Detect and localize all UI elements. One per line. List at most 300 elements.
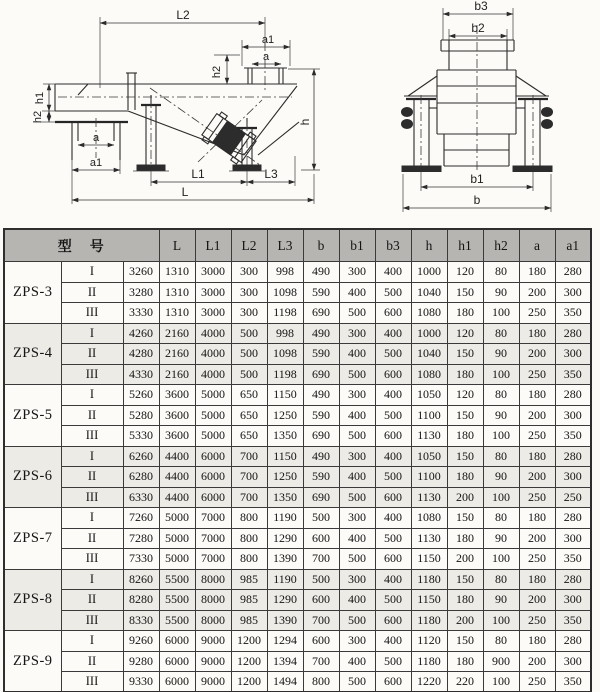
value-cell: 180: [519, 569, 555, 590]
value-cell: 700: [231, 487, 267, 508]
dim-label-h2-spout: h2: [211, 65, 223, 79]
value-cell: 7260: [123, 508, 159, 529]
value-cell: 5500: [159, 569, 195, 590]
value-cell: 5330: [123, 426, 159, 447]
value-cell: 300: [339, 569, 375, 590]
value-cell: 8280: [123, 590, 159, 611]
value-cell: 3260: [123, 262, 159, 283]
value-cell: 8000: [195, 610, 231, 631]
value-cell: 400: [339, 528, 375, 549]
value-cell: 200: [519, 467, 555, 488]
value-cell: 1000: [411, 323, 447, 344]
header-cell: L: [159, 229, 195, 262]
value-cell: 400: [375, 446, 411, 467]
value-cell: 1198: [267, 303, 303, 324]
value-cell: 150: [447, 282, 483, 303]
value-cell: 1310: [159, 303, 195, 324]
table-row: [4, 426, 591, 447]
value-cell: 3000: [195, 282, 231, 303]
value-cell: 8000: [195, 569, 231, 590]
value-cell: 6000: [195, 467, 231, 488]
value-cell: 80: [483, 508, 519, 529]
value-cell: 700: [231, 467, 267, 488]
table-row: [4, 528, 591, 549]
value-cell: 1130: [411, 426, 447, 447]
model-cell: ZPS-7: [4, 508, 61, 570]
value-cell: 180: [447, 467, 483, 488]
value-cell: 280: [555, 569, 591, 590]
value-cell: 180: [447, 364, 483, 385]
variant-cell: II: [61, 528, 123, 549]
value-cell: 690: [303, 364, 339, 385]
variant-cell: II: [61, 344, 123, 365]
value-cell: 300: [339, 385, 375, 406]
value-cell: 1250: [267, 467, 303, 488]
value-cell: 490: [303, 446, 339, 467]
value-cell: 500: [339, 672, 375, 692]
value-cell: 4280: [123, 344, 159, 365]
value-cell: 998: [267, 323, 303, 344]
value-cell: 500: [375, 528, 411, 549]
value-cell: 80: [483, 323, 519, 344]
value-cell: 9280: [123, 651, 159, 672]
value-cell: 4260: [123, 323, 159, 344]
value-cell: 500: [231, 364, 267, 385]
table-row: [4, 590, 591, 611]
value-cell: 1310: [159, 262, 195, 283]
dim-label-h: h: [298, 118, 312, 126]
value-cell: 350: [555, 426, 591, 447]
value-cell: 1080: [411, 364, 447, 385]
value-cell: 4330: [123, 364, 159, 385]
value-cell: 590: [303, 282, 339, 303]
value-cell: 200: [519, 405, 555, 426]
value-cell: 5500: [159, 610, 195, 631]
value-cell: 600: [375, 426, 411, 447]
variant-cell: II: [61, 651, 123, 672]
value-cell: 8330: [123, 610, 159, 631]
value-cell: 200: [519, 651, 555, 672]
value-cell: 1098: [267, 282, 303, 303]
value-cell: 90: [483, 528, 519, 549]
table-row: [4, 405, 591, 426]
table-row: [4, 385, 591, 406]
value-cell: 9260: [123, 631, 159, 652]
value-cell: 7000: [195, 528, 231, 549]
value-cell: 150: [447, 569, 483, 590]
value-cell: 6000: [159, 651, 195, 672]
value-cell: 7330: [123, 549, 159, 570]
dim-label-a1-left: a1: [89, 157, 103, 169]
value-cell: 800: [231, 549, 267, 570]
value-cell: 1350: [267, 487, 303, 508]
value-cell: 250: [519, 364, 555, 385]
value-cell: 300: [231, 303, 267, 324]
value-cell: 4000: [195, 323, 231, 344]
value-cell: 5000: [195, 385, 231, 406]
value-cell: 90: [483, 590, 519, 611]
value-cell: 1098: [267, 344, 303, 365]
value-cell: 300: [339, 508, 375, 529]
value-cell: 700: [303, 610, 339, 631]
value-cell: 80: [483, 631, 519, 652]
table-row: [4, 282, 591, 303]
header-cell: h: [411, 229, 447, 262]
value-cell: 280: [555, 508, 591, 529]
value-cell: 500: [375, 405, 411, 426]
value-cell: 500: [339, 364, 375, 385]
dim-label-b: b: [473, 193, 481, 207]
value-cell: 280: [555, 446, 591, 467]
value-cell: 650: [231, 426, 267, 447]
value-cell: 1040: [411, 282, 447, 303]
end-support-right: [513, 95, 553, 172]
value-cell: 90: [483, 405, 519, 426]
table-row: [4, 262, 591, 283]
value-cell: 300: [339, 631, 375, 652]
table-row: [4, 323, 591, 344]
variant-cell: I: [61, 508, 123, 529]
value-cell: 650: [231, 405, 267, 426]
value-cell: 3000: [195, 262, 231, 283]
dim-label-h1: h1: [34, 91, 46, 105]
value-cell: 1294: [267, 631, 303, 652]
table-row: [4, 651, 591, 672]
table-row: [4, 487, 591, 508]
value-cell: 9000: [195, 651, 231, 672]
value-cell: 180: [519, 508, 555, 529]
value-cell: 350: [555, 610, 591, 631]
value-cell: 1290: [267, 528, 303, 549]
table-row: [4, 610, 591, 631]
dim-label-b3: b3: [474, 0, 488, 13]
spec-table-wrap: [0, 228, 600, 692]
header-cell: L2: [231, 229, 267, 262]
variant-cell: II: [61, 405, 123, 426]
value-cell: 80: [483, 385, 519, 406]
value-cell: 400: [339, 651, 375, 672]
header-cell: L1: [195, 229, 231, 262]
value-cell: 200: [519, 590, 555, 611]
value-cell: 1180: [411, 610, 447, 631]
value-cell: 1198: [267, 364, 303, 385]
value-cell: 180: [447, 303, 483, 324]
value-cell: 600: [303, 590, 339, 611]
value-cell: 690: [303, 426, 339, 447]
value-cell: 600: [375, 487, 411, 508]
value-cell: 3000: [195, 303, 231, 324]
value-cell: 998: [267, 262, 303, 283]
side-view-drawing: [32, 8, 320, 204]
value-cell: 150: [447, 631, 483, 652]
value-cell: 400: [375, 631, 411, 652]
value-cell: 280: [555, 323, 591, 344]
value-cell: 500: [339, 426, 375, 447]
table-row: [4, 549, 591, 570]
header-cell: b: [303, 229, 339, 262]
header-cell: a1: [555, 229, 591, 262]
value-cell: 300: [555, 405, 591, 426]
variant-cell: I: [61, 446, 123, 467]
value-cell: 180: [447, 590, 483, 611]
value-cell: 1150: [267, 446, 303, 467]
value-cell: 150: [447, 446, 483, 467]
header-cell: L3: [267, 229, 303, 262]
value-cell: 1394: [267, 651, 303, 672]
value-cell: 90: [483, 282, 519, 303]
value-cell: 300: [339, 262, 375, 283]
dim-label-b1: b1: [470, 172, 484, 186]
value-cell: 400: [339, 282, 375, 303]
value-cell: 1150: [411, 549, 447, 570]
value-cell: 1494: [267, 672, 303, 692]
value-cell: 6000: [159, 672, 195, 692]
table-row: [4, 569, 591, 590]
value-cell: 690: [303, 303, 339, 324]
table-row: [4, 508, 591, 529]
model-cell: ZPS-9: [4, 631, 61, 692]
header-cell: b1: [339, 229, 375, 262]
value-cell: 1150: [267, 385, 303, 406]
value-cell: 6000: [195, 487, 231, 508]
end-view-drawing: [402, 0, 553, 212]
value-cell: 400: [339, 405, 375, 426]
value-cell: 400: [375, 323, 411, 344]
value-cell: 80: [483, 446, 519, 467]
value-cell: 200: [519, 282, 555, 303]
value-cell: 300: [231, 262, 267, 283]
value-cell: 250: [519, 610, 555, 631]
value-cell: 350: [555, 364, 591, 385]
value-cell: 600: [375, 303, 411, 324]
table-row: [4, 446, 591, 467]
value-cell: 1050: [411, 446, 447, 467]
variant-cell: I: [61, 385, 123, 406]
dim-label-a-left: a: [92, 132, 100, 144]
dim-label-L1: L1: [191, 167, 205, 181]
dim-label-L3: L3: [264, 167, 278, 181]
variant-cell: I: [61, 323, 123, 344]
value-cell: 6280: [123, 467, 159, 488]
value-cell: 590: [303, 405, 339, 426]
value-cell: 200: [519, 344, 555, 365]
value-cell: 1190: [267, 508, 303, 529]
value-cell: 600: [303, 528, 339, 549]
value-cell: 700: [231, 446, 267, 467]
value-cell: 6000: [159, 631, 195, 652]
value-cell: 1190: [267, 569, 303, 590]
variant-cell: III: [61, 426, 123, 447]
value-cell: 590: [303, 344, 339, 365]
variant-cell: II: [61, 590, 123, 611]
value-cell: 200: [519, 528, 555, 549]
value-cell: 600: [375, 549, 411, 570]
value-cell: 180: [447, 528, 483, 549]
value-cell: 1080: [411, 303, 447, 324]
value-cell: 300: [555, 528, 591, 549]
value-cell: 3600: [159, 405, 195, 426]
value-cell: 7280: [123, 528, 159, 549]
header-cell: b3: [375, 229, 411, 262]
table-row: [4, 631, 591, 652]
value-cell: 100: [483, 487, 519, 508]
variant-cell: III: [61, 672, 123, 692]
value-cell: 500: [375, 467, 411, 488]
value-cell: 600: [303, 631, 339, 652]
value-cell: 80: [483, 262, 519, 283]
value-cell: 250: [555, 487, 591, 508]
value-cell: 400: [375, 262, 411, 283]
value-cell: 500: [339, 303, 375, 324]
value-cell: 8260: [123, 569, 159, 590]
value-cell: 80: [483, 569, 519, 590]
value-cell: 1180: [411, 651, 447, 672]
value-cell: 1220: [411, 672, 447, 692]
value-cell: 90: [483, 344, 519, 365]
value-cell: 180: [519, 262, 555, 283]
inlet-chute: [55, 118, 128, 174]
variant-cell: III: [61, 364, 123, 385]
value-cell: 3600: [159, 385, 195, 406]
value-cell: 6000: [195, 446, 231, 467]
value-cell: 5500: [159, 590, 195, 611]
value-cell: 500: [375, 651, 411, 672]
value-cell: 7000: [195, 508, 231, 529]
value-cell: 4400: [159, 446, 195, 467]
value-cell: 1200: [231, 651, 267, 672]
value-cell: 9330: [123, 672, 159, 692]
header-cell: h2: [483, 229, 519, 262]
header-cell: a: [519, 229, 555, 262]
value-cell: 400: [339, 467, 375, 488]
value-cell: 1390: [267, 549, 303, 570]
value-cell: 500: [375, 344, 411, 365]
value-cell: 300: [339, 323, 375, 344]
value-cell: 100: [483, 549, 519, 570]
value-cell: 490: [303, 262, 339, 283]
value-cell: 600: [375, 672, 411, 692]
value-cell: 180: [519, 323, 555, 344]
value-cell: 220: [447, 672, 483, 692]
variant-cell: I: [61, 631, 123, 652]
header-row: [4, 229, 591, 262]
value-cell: 300: [555, 282, 591, 303]
value-cell: 6330: [123, 487, 159, 508]
value-cell: 150: [447, 344, 483, 365]
value-cell: 1290: [267, 590, 303, 611]
value-cell: 3280: [123, 282, 159, 303]
model-cell: ZPS-3: [4, 262, 61, 324]
value-cell: 1150: [411, 590, 447, 611]
variant-cell: II: [61, 282, 123, 303]
value-cell: 1100: [411, 467, 447, 488]
value-cell: 100: [483, 672, 519, 692]
value-cell: 90: [483, 467, 519, 488]
value-cell: 5260: [123, 385, 159, 406]
value-cell: 300: [231, 282, 267, 303]
value-cell: 350: [555, 303, 591, 324]
value-cell: 500: [339, 610, 375, 631]
value-cell: 100: [483, 610, 519, 631]
value-cell: 350: [555, 549, 591, 570]
value-cell: 6260: [123, 446, 159, 467]
table-row: [4, 364, 591, 385]
value-cell: 120: [447, 323, 483, 344]
value-cell: 3600: [159, 426, 195, 447]
value-cell: 985: [231, 569, 267, 590]
variant-cell: III: [61, 610, 123, 631]
value-cell: 4000: [195, 344, 231, 365]
value-cell: 985: [231, 610, 267, 631]
value-cell: 1040: [411, 344, 447, 365]
value-cell: 100: [483, 364, 519, 385]
value-cell: 800: [231, 508, 267, 529]
value-cell: 1130: [411, 528, 447, 549]
drawings-panel: [0, 0, 600, 228]
value-cell: 4400: [159, 467, 195, 488]
value-cell: 985: [231, 590, 267, 611]
value-cell: 350: [555, 672, 591, 692]
value-cell: 200: [447, 487, 483, 508]
value-cell: 5000: [159, 508, 195, 529]
value-cell: 2160: [159, 364, 195, 385]
value-cell: 1130: [411, 487, 447, 508]
value-cell: 1000: [411, 262, 447, 283]
dim-label-b2: b2: [471, 21, 485, 35]
value-cell: 400: [375, 569, 411, 590]
support-leg-left: [133, 95, 169, 171]
value-cell: 280: [555, 262, 591, 283]
value-cell: 900: [483, 651, 519, 672]
variant-cell: III: [61, 549, 123, 570]
header-cell: h1: [447, 229, 483, 262]
dim-label-h2-left: h2: [32, 110, 44, 124]
value-cell: 700: [303, 651, 339, 672]
value-cell: 250: [519, 549, 555, 570]
dim-label-L2: L2: [176, 8, 190, 22]
value-cell: 600: [375, 610, 411, 631]
value-cell: 1250: [267, 405, 303, 426]
model-cell: ZPS-6: [4, 446, 61, 508]
value-cell: 5000: [159, 549, 195, 570]
value-cell: 1310: [159, 282, 195, 303]
value-cell: 1200: [231, 672, 267, 692]
value-cell: 1180: [411, 569, 447, 590]
value-cell: 1080: [411, 508, 447, 529]
value-cell: 590: [303, 467, 339, 488]
value-cell: 250: [519, 303, 555, 324]
variant-cell: III: [61, 487, 123, 508]
value-cell: 200: [447, 549, 483, 570]
variant-cell: III: [61, 303, 123, 324]
value-cell: 400: [375, 385, 411, 406]
value-cell: 250: [519, 426, 555, 447]
value-cell: 250: [519, 672, 555, 692]
value-cell: 4000: [195, 364, 231, 385]
value-cell: 9000: [195, 672, 231, 692]
value-cell: 500: [303, 508, 339, 529]
value-cell: 280: [555, 385, 591, 406]
value-cell: 180: [519, 446, 555, 467]
table-row: [4, 344, 591, 365]
value-cell: 500: [339, 549, 375, 570]
table-body: [4, 262, 591, 692]
value-cell: 400: [339, 344, 375, 365]
value-cell: 5000: [195, 405, 231, 426]
value-cell: 800: [231, 528, 267, 549]
variant-cell: I: [61, 262, 123, 283]
value-cell: 250: [519, 487, 555, 508]
